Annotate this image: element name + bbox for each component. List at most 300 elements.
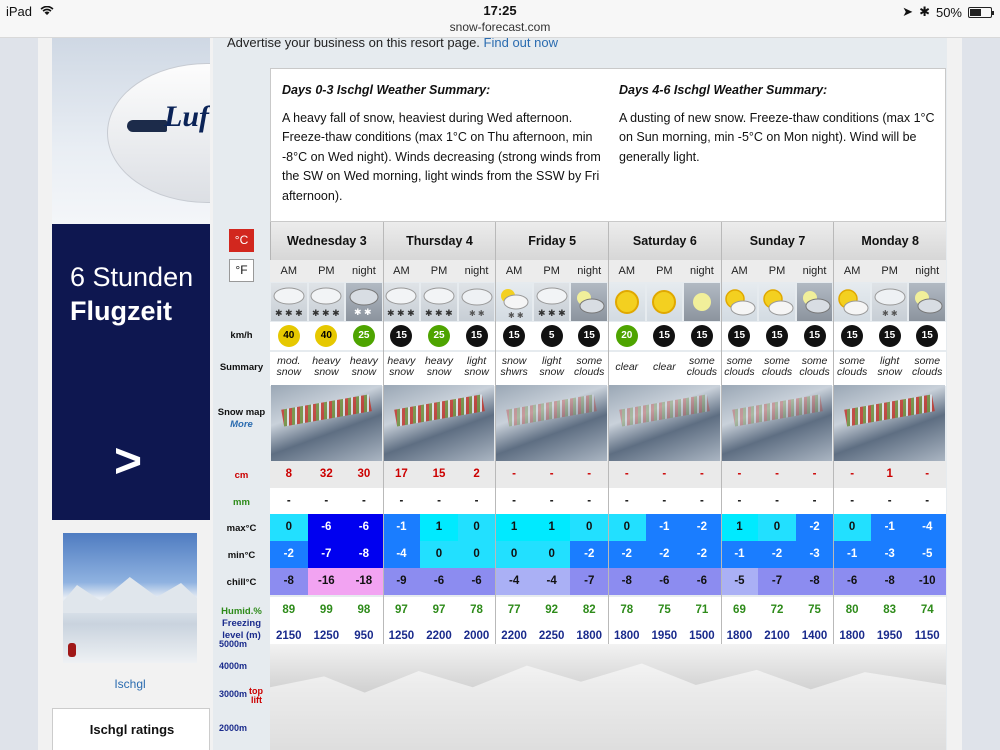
summary-line-1: heavy [349, 355, 378, 367]
min-temp-value: -1 [833, 541, 871, 568]
freezing-level-value: 1950 [651, 630, 678, 642]
resort-photo-caption[interactable]: Ischgl [114, 677, 146, 691]
weather-summary-cell [270, 356, 308, 378]
min-temp-label: min°C [227, 550, 256, 561]
time-of-day-label: AM [731, 265, 748, 277]
location-icon: ➤ [902, 4, 914, 19]
wind-speed-badge: 40 [278, 325, 300, 347]
rain-value: - [925, 495, 930, 507]
wind-speed-badge: 15 [879, 325, 901, 347]
weather-icon-cell [271, 283, 307, 321]
summary-line-1: some [764, 355, 790, 367]
night-snow-icon [346, 284, 382, 320]
weather-icon-cell [647, 283, 683, 321]
summary-line-2: clouds [686, 366, 718, 378]
summary-line-1: light [466, 355, 487, 367]
time-of-day-label: PM [430, 265, 448, 277]
sun-cloud-icon [721, 284, 757, 320]
max-temp-value: 1 [533, 514, 571, 541]
snow-coverage-band [845, 394, 935, 426]
summary-line-1: some [576, 355, 603, 367]
wind-chill-value: -6 [458, 568, 496, 595]
rain-value: - [399, 495, 404, 507]
snowfall-value: - [662, 468, 667, 480]
wind-chill-value: -9 [383, 568, 421, 595]
min-temp-value: -3 [796, 541, 834, 568]
svg-text:✱ ✱ ✱: ✱ ✱ ✱ [274, 308, 303, 318]
bluetooth-icon: ✱ [919, 4, 930, 19]
time-of-day-label: AM [843, 265, 861, 277]
weather-icon-cell [496, 283, 532, 321]
weather-summary-cell [383, 356, 421, 378]
humidity-value: 97 [432, 604, 446, 616]
wind-chill-value: -6 [646, 568, 684, 595]
freezing-label-1: Freezing [221, 618, 262, 629]
mountain-shape [63, 573, 197, 613]
summary-line-1: heavy [424, 355, 453, 367]
summary-title-0-3: Days 0-3 Ischgl Weather Summary: [282, 83, 491, 97]
max-temp-value: 0 [570, 514, 608, 541]
snowfall-value: - [512, 468, 517, 480]
freezing-level-value: 950 [354, 630, 374, 642]
wind-chill-value: -7 [758, 568, 796, 595]
snow-map-thumbnail[interactable] [722, 385, 833, 461]
wind-speed-badge: 40 [315, 325, 337, 347]
min-temp-value: -2 [270, 541, 308, 568]
time-of-day-label: PM [768, 265, 786, 277]
summary-line-2: clouds [836, 366, 868, 378]
humidity-label: Humid.% [221, 606, 262, 617]
min-temp-value: -1 [721, 541, 759, 568]
wind-speed-badge: 15 [766, 325, 788, 347]
summary-line-2: snow [464, 366, 489, 378]
battery-percent: 50% [935, 4, 962, 20]
min-temp-value: -5 [908, 541, 946, 568]
max-temp-value: -1 [383, 514, 421, 541]
summary-line-2: clouds [912, 366, 943, 378]
freezing-level-value: 1250 [388, 630, 415, 642]
wind-speed-badge: 15 [916, 325, 938, 347]
time-of-day-label: night [351, 265, 376, 277]
svg-text:✱ ✱: ✱ ✱ [353, 307, 372, 317]
max-temp-value: 0 [608, 514, 646, 541]
ratings-box [52, 708, 210, 750]
snowfall-value: 30 [357, 468, 371, 480]
snow-map-thumbnail[interactable] [384, 385, 495, 461]
svg-text:✱ ✱ ✱: ✱ ✱ ✱ [537, 308, 566, 318]
max-temp-value: 0 [833, 514, 871, 541]
rain-label: mm [233, 497, 250, 508]
humidity-value: 77 [507, 604, 521, 616]
snowfall-value: 8 [285, 468, 292, 480]
day-separator [608, 222, 609, 649]
weather-summary-cell [646, 362, 684, 373]
celsius-toggle[interactable]: °C [229, 229, 254, 252]
snowfall-value: - [925, 468, 930, 480]
rain-value: - [775, 495, 779, 507]
snow-map-thumbnail[interactable] [271, 385, 382, 461]
time-of-day-label: PM [318, 265, 335, 277]
summary-line-2: clouds [724, 366, 755, 378]
sun-cloud-icon [759, 284, 795, 320]
weather-icon-cell [384, 283, 420, 321]
weather-summary-cell [420, 356, 458, 378]
summary-line-2: snow [389, 366, 414, 378]
wind-chill-value: -4 [495, 568, 533, 595]
snowfall-value: - [624, 468, 629, 480]
snow-cloud-icon [421, 284, 457, 320]
summary-label: Summary [219, 362, 264, 373]
day-header: Thursday 4 [383, 222, 496, 260]
summary-line-2: snow [426, 366, 452, 378]
right-margin [947, 38, 962, 750]
airline-logo: Luf [164, 100, 209, 133]
weather-summary-cell [721, 356, 759, 378]
flight-time-ad[interactable] [52, 224, 210, 520]
wind-speed-badge: 15 [841, 325, 863, 347]
humidity-value: 82 [582, 604, 596, 616]
humidity-value: 97 [395, 604, 408, 616]
summary-line-1: light [542, 355, 562, 367]
rain-value: - [812, 495, 817, 507]
wind-chill-value: -6 [833, 568, 871, 595]
weather-icon-cell [759, 283, 795, 321]
forecast-main [213, 38, 947, 750]
max-temp-value: 0 [270, 514, 308, 541]
ad-line-1: 6 Stunden [70, 262, 194, 292]
night-cloud-icon [571, 284, 607, 320]
max-temp-value: 1 [420, 514, 458, 541]
time-of-day-label: night [577, 265, 602, 277]
snowfall-value: - [737, 468, 742, 480]
snowfall-value: 32 [319, 468, 333, 480]
time-of-day-label: AM [393, 265, 410, 277]
weather-summary-cell [458, 356, 496, 378]
min-temp-value: 0 [533, 541, 571, 568]
summary-line-2: clouds [574, 366, 605, 378]
freezing-level-value: 1500 [689, 630, 715, 642]
snow-cloud-icon [383, 284, 419, 320]
humidity-value: 89 [282, 604, 296, 616]
rain-value: - [699, 495, 704, 507]
freezing-level-value: 1800 [613, 630, 640, 642]
freezing-level-value: 1800 [576, 630, 603, 642]
summary-text-0-3: A heavy fall of snow, heaviest during Wed afternoon. Freeze-thaw conditions (max 1°C on Thu afternoon, min -8°C on Wed night). Winds decreasing (strong winds from the SW on Wed morning, light winds from the SSW by Fri afternoon). [282, 110, 601, 203]
wind-speed-badge: 25 [428, 325, 450, 347]
weather-summary-cell [308, 356, 346, 378]
summary-line-2: snow [539, 366, 564, 378]
weather-summary-cell [345, 356, 383, 378]
day-header: Saturday 6 [608, 222, 721, 260]
day-header: Friday 5 [495, 222, 608, 260]
max-temp-value: -6 [345, 514, 383, 541]
freezing-level-value: 2250 [538, 630, 565, 642]
summary-line-2: shwrs [500, 366, 528, 378]
wind-speed-badge: 15 [728, 325, 750, 347]
altitude-label-4000: 4000m [219, 661, 248, 671]
min-temp-value: -7 [308, 541, 346, 568]
max-temp-value: 1 [721, 514, 759, 541]
svg-text:✱ ✱ ✱: ✱ ✱ ✱ [425, 308, 453, 318]
time-of-day-label: PM [656, 265, 673, 277]
device-name: iPad [6, 4, 33, 19]
summary-line-2: snow [351, 366, 377, 378]
svg-text:✱ ✱: ✱ ✱ [508, 311, 524, 320]
address-bar[interactable]: snow-forecast.com [449, 20, 551, 34]
snow-map-thumbnail[interactable] [834, 385, 945, 461]
freezing-level-value: 2200 [501, 630, 527, 642]
svg-text:✱ ✱: ✱ ✱ [881, 309, 898, 318]
altitude-label-2000: 2000m [219, 723, 248, 733]
rain-value: - [361, 495, 366, 507]
rain-value: - [512, 495, 517, 507]
freezing-level-value: 2150 [275, 630, 302, 642]
humidity-value: 71 [695, 604, 709, 616]
max-temp-value: 0 [458, 514, 496, 541]
rain-value: - [587, 495, 592, 507]
day-separator [495, 222, 496, 649]
min-temp-value: -8 [345, 541, 383, 568]
humidity-value: 75 [808, 604, 821, 616]
day-header: Sunday 7 [721, 222, 834, 260]
rain-value: - [662, 495, 667, 507]
min-temp-value: -2 [608, 541, 646, 568]
max-temp-value: -4 [908, 514, 946, 541]
wind-speed-badge: 20 [616, 325, 638, 347]
weather-icon-cell [909, 283, 945, 321]
summary-line-1: heavy [312, 355, 341, 367]
summary-line-1: clear [615, 361, 639, 373]
summary-line-2: snow [877, 366, 902, 378]
rain-value: - [474, 495, 479, 507]
weather-icon-cell [421, 283, 457, 321]
wind-chill-value: -8 [871, 568, 909, 595]
humidity-value: 74 [920, 604, 934, 616]
day-separator [721, 222, 722, 649]
snow-map-thumbnail[interactable] [609, 385, 720, 461]
snow-cloud-icon [534, 284, 570, 320]
wind-chill-value: -7 [570, 568, 608, 595]
cloud-snow-light-icon [872, 284, 908, 320]
status-right [902, 4, 992, 20]
cloud-snow-light-icon [459, 284, 495, 320]
weather-icon-cell [834, 283, 870, 321]
snow-cloud-icon [271, 284, 307, 320]
mountain-silhouette [270, 644, 946, 750]
weather-icon-cell [872, 283, 908, 321]
snow-coverage-band [732, 394, 822, 426]
wind-chill-value: -18 [345, 568, 383, 595]
night-clear-icon [684, 284, 720, 320]
freezing-level-value: 1950 [876, 630, 903, 642]
advertise-line [227, 38, 558, 50]
wind-chill-value: -8 [270, 568, 308, 595]
summary-title-4-6: Days 4-6 Ischgl Weather Summary: [619, 83, 828, 97]
max-temp-value: 0 [758, 514, 796, 541]
snow-coverage-band [394, 394, 484, 426]
weather-summary-cell [871, 356, 909, 378]
snow-coverage-band [281, 394, 371, 426]
rain-value: - [437, 495, 441, 507]
night-cloud-icon [797, 284, 833, 320]
weather-icon-cell [684, 283, 720, 321]
weather-icon-cell [309, 283, 345, 321]
summary-line-1: some [726, 355, 753, 367]
wind-speed-badge: 15 [804, 325, 826, 347]
max-temp-value: 1 [495, 514, 533, 541]
skier-figure [68, 643, 76, 657]
summary-text-4-6: A dusting of new snow. Freeze-thaw conditions (max 1°C on Sun morning, min -5°C on Mon night). Wind will be generally light. [619, 110, 935, 164]
ad-line-2: Flugzeit [70, 296, 172, 326]
humidity-value: 99 [319, 604, 333, 616]
humidity-value: 72 [770, 604, 784, 616]
day-separator [383, 222, 384, 649]
find-out-now-link[interactable]: Find out now [483, 38, 558, 50]
wind-chill-value: -4 [533, 568, 571, 595]
ios-status-bar [0, 0, 1000, 38]
snowfall-value: - [587, 468, 592, 480]
airline-ad-image[interactable] [52, 38, 210, 224]
top-lift-label-2: lift [251, 695, 262, 705]
humidity-value: 78 [470, 604, 483, 616]
svg-text:✱ ✱ ✱: ✱ ✱ ✱ [312, 308, 340, 318]
wind-speed-badge: 15 [503, 325, 525, 347]
freezing-level-value: 1250 [313, 630, 340, 642]
humidity-value: 69 [733, 604, 746, 616]
summary-line-1: some [801, 355, 828, 367]
wind-label: km/h [230, 330, 253, 341]
sun-icon [646, 284, 682, 320]
snow-cloud-icon [308, 284, 344, 320]
rain-value: - [324, 495, 329, 507]
battery-icon [968, 7, 992, 18]
freezing-level-value: 2100 [764, 630, 790, 642]
max-temp-label: max°C [226, 523, 257, 534]
weather-summary-cell [796, 356, 834, 378]
freezing-level-value: 1150 [914, 630, 940, 642]
rain-value: - [737, 495, 742, 507]
humidity-value: 80 [845, 604, 859, 616]
time-of-day-label: PM [543, 265, 560, 277]
fahrenheit-toggle[interactable]: °F [229, 259, 254, 282]
weather-icon-cell [797, 283, 833, 321]
snowfall-value: 2 [473, 468, 480, 480]
time-of-day-label: AM [505, 265, 523, 277]
time-of-day-label: PM [881, 265, 898, 277]
clock: 17:25 [483, 3, 517, 18]
snowfall-value: - [699, 468, 704, 480]
summary-days-4-6 [619, 81, 939, 167]
weather-summary-cell [533, 356, 571, 378]
day-header: Wednesday 3 [270, 222, 383, 260]
freezing-label-2: level (m) [222, 630, 261, 641]
time-of-day-label: AM [280, 265, 298, 277]
weather-icon-cell [722, 283, 758, 321]
ad-arrow-icon[interactable]: > [114, 435, 143, 488]
altitude-label-5000: 5000m [219, 639, 248, 649]
sun-cloud-snow-icon [496, 284, 532, 320]
summary-line-1: mod. [277, 355, 301, 367]
more-link[interactable]: More [230, 419, 253, 430]
freezing-level-value: 1400 [801, 630, 828, 642]
snow-coverage-band [507, 394, 597, 426]
humidity-value: 78 [620, 604, 634, 616]
summary-line-1: light [880, 355, 900, 367]
min-temp-value: -4 [383, 541, 421, 568]
summary-line-2: clouds [761, 366, 793, 378]
wind-speed-badge: 15 [390, 325, 412, 347]
wind-chill-value: -10 [908, 568, 946, 595]
humidity-value: 83 [883, 604, 897, 616]
weather-summary-cell [495, 356, 533, 378]
snow-map-thumbnail[interactable] [496, 385, 607, 461]
snowfall-label: cm [234, 470, 249, 481]
sun-icon [609, 284, 645, 320]
snowfall-value: 15 [432, 468, 446, 480]
freezing-level-value: 2200 [426, 630, 452, 642]
max-temp-value: -2 [796, 514, 834, 541]
rain-value: - [286, 495, 291, 507]
min-temp-value: 0 [495, 541, 533, 568]
wind-speed-badge: 25 [353, 325, 375, 347]
plane-cockpit [127, 120, 167, 132]
summary-line-1: heavy [387, 355, 416, 367]
summary-line-2: snow [276, 366, 302, 378]
weather-summary-cell [608, 362, 646, 373]
snow-coverage-band [619, 394, 709, 426]
wind-speed-badge: 15 [578, 325, 600, 347]
weather-icon-cell [609, 283, 645, 321]
snowfall-value: - [812, 468, 817, 480]
weather-summary-box [270, 68, 946, 222]
wind-chill-value: -8 [608, 568, 646, 595]
altitude-label-3000: 3000m [219, 689, 248, 699]
svg-text:✱ ✱ ✱: ✱ ✱ ✱ [387, 308, 416, 318]
max-temp-value: -1 [646, 514, 684, 541]
min-temp-value: -2 [646, 541, 684, 568]
wind-chill-value: -8 [796, 568, 834, 595]
wind-speed-badge: 15 [691, 325, 713, 347]
top-lift-label-1: top [249, 686, 263, 696]
sun-cloud-icon [834, 284, 870, 320]
time-of-day-label: night [689, 265, 714, 277]
humidity-value: 75 [657, 604, 671, 616]
ratings-title: Ischgl ratings [89, 722, 175, 737]
min-temp-value: 0 [458, 541, 496, 568]
weather-summary-cell [683, 356, 721, 378]
min-temp-value: -3 [871, 541, 909, 568]
weather-summary-cell [908, 356, 946, 378]
freezing-level-value: 1800 [726, 630, 753, 642]
wind-speed-badge: 5 [541, 325, 563, 347]
summary-line-1: some [689, 355, 715, 367]
humidity-value: 92 [545, 604, 559, 616]
rain-value: - [887, 495, 892, 507]
day-separator [833, 222, 834, 649]
rain-value: - [549, 495, 554, 507]
min-temp-value: -2 [758, 541, 796, 568]
summary-line-2: snow [314, 366, 339, 378]
time-of-day-label: AM [618, 265, 636, 277]
resort-photo[interactable] [63, 533, 197, 663]
rain-value: - [624, 495, 629, 507]
weather-icon-cell [571, 283, 607, 321]
snow-map-label: Snow map [217, 407, 266, 418]
weather-summary-cell [833, 356, 871, 378]
day-header: Monday 8 [833, 222, 946, 260]
wind-chill-value: -6 [683, 568, 721, 595]
snowfall-value: - [775, 468, 779, 480]
